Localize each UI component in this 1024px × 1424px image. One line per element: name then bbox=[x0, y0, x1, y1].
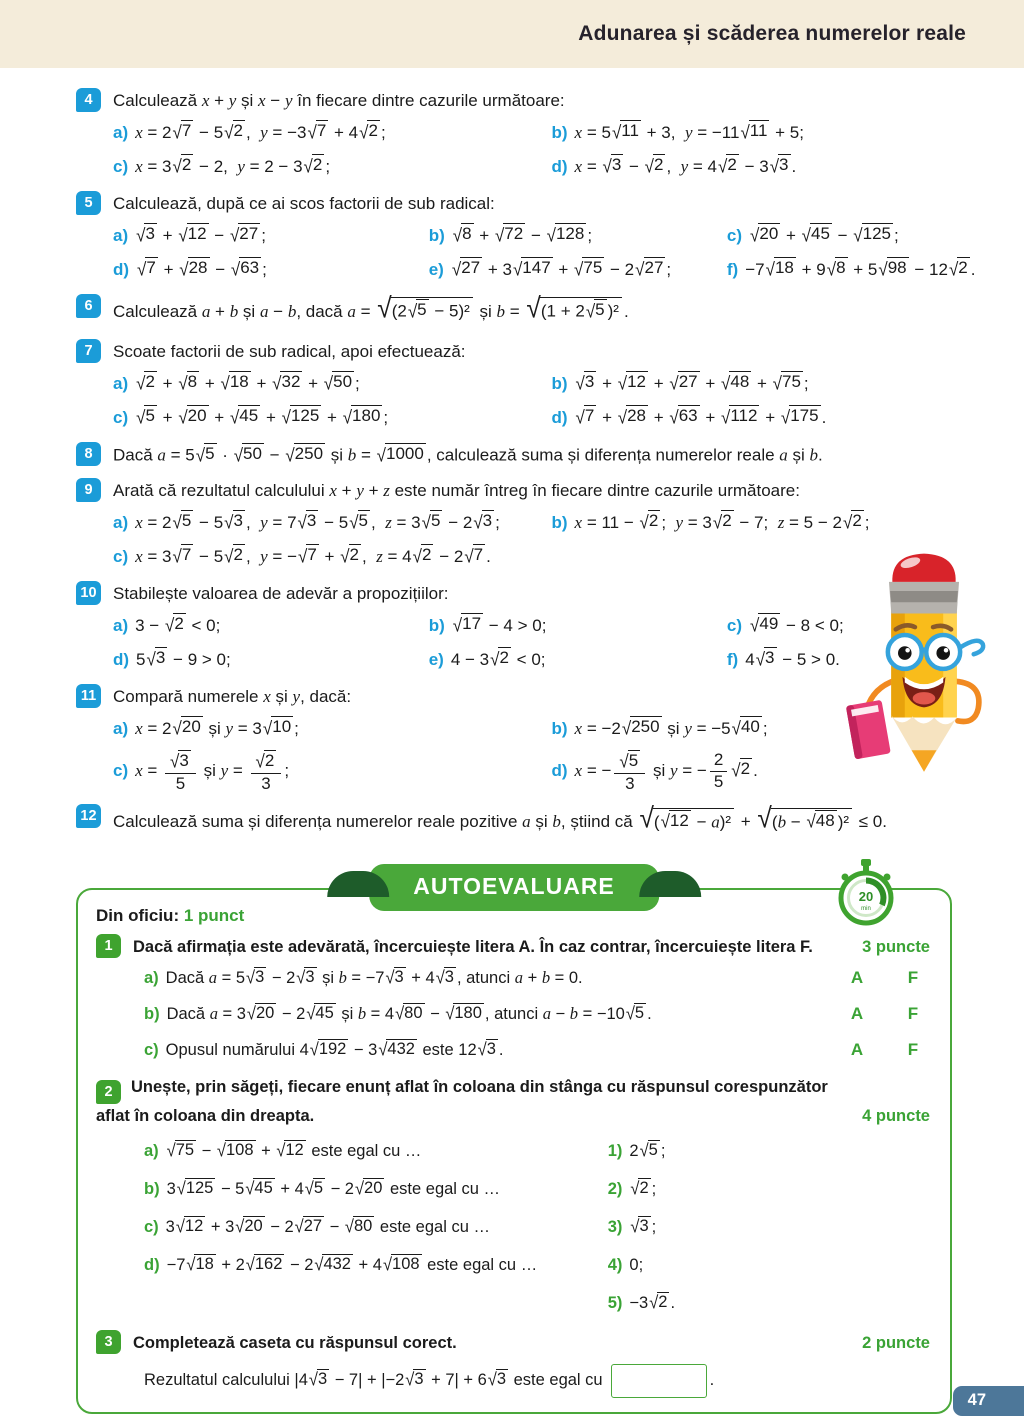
choice-F[interactable]: F bbox=[907, 968, 919, 988]
item-math: −3 √ 2 . bbox=[629, 1293, 676, 1314]
exercise-statement: Dacă a = 5 √ 5 · √ 50 − √ 250 și b = √ 1000 , calculează suma și diferența numerelor reale a și b. bbox=[113, 444, 823, 466]
page-number-badge bbox=[953, 1386, 1024, 1416]
exercise-item bbox=[727, 219, 990, 253]
exercise-number-badge: 4 bbox=[76, 88, 101, 112]
matching-right-column bbox=[608, 1132, 930, 1322]
matching-right-item[interactable] bbox=[608, 1132, 930, 1170]
item-math: x = 3 √ 2 − 2, y = 2 − 3 √ 2 ; bbox=[135, 155, 331, 177]
exercise-items bbox=[113, 506, 990, 574]
item-label: f) bbox=[726, 260, 739, 279]
exercise-item bbox=[113, 150, 552, 184]
exercises bbox=[0, 68, 1024, 842]
fill-in-line bbox=[96, 1363, 930, 1398]
item-label: b) bbox=[551, 374, 568, 393]
exercise-7 bbox=[76, 339, 990, 435]
timer-unit: min bbox=[861, 906, 871, 913]
item-label: d) bbox=[551, 760, 568, 780]
exercise-number-badge: 7 bbox=[76, 339, 101, 363]
exercise-item bbox=[429, 609, 727, 643]
item-math: √ 20 + √ 45 − √ 125 ; bbox=[750, 224, 899, 246]
item-math: √ 75 − √ 108 + √ 12 este egal cu … bbox=[166, 1141, 422, 1162]
matching-columns bbox=[96, 1132, 930, 1322]
exercise-body bbox=[113, 478, 990, 574]
exercise-statement: Calculează suma și diferența numerelor reale pozitive a și b, știind că √ ( √ 12 − a)² + √ (b − √ 48 )² ≤ 0. bbox=[113, 802, 887, 835]
item-math: −7 √ 18 + 2 √ 162 − 2 √ 432 + 4 √ 108 este egal cu … bbox=[166, 1255, 538, 1276]
item-math: √ 2 + √ 8 + √ 18 + √ 32 + √ 50 ; bbox=[136, 372, 360, 394]
item-label: b) bbox=[428, 615, 445, 635]
exercise-body bbox=[113, 442, 990, 471]
exercise-number-badge: 8 bbox=[76, 442, 101, 466]
item-label: c) bbox=[726, 615, 743, 635]
item-label: c) bbox=[113, 760, 129, 780]
exercise-item bbox=[429, 253, 727, 287]
item-label: a) bbox=[113, 226, 129, 245]
item-label: e) bbox=[428, 260, 444, 279]
question-points: 3 puncte bbox=[862, 938, 930, 957]
exercise-body bbox=[113, 291, 990, 332]
exercise-statement: Calculează a + b și a − b, dacă a = √ (2 √ 5 − 5)² și b = √ (1 + 2 √ 5 )² . bbox=[113, 291, 629, 325]
exercise-number-badge: 9 bbox=[76, 478, 101, 502]
page-header bbox=[0, 0, 1024, 68]
matching-left-item[interactable] bbox=[144, 1132, 608, 1170]
fill-in-suffix: . bbox=[709, 1371, 715, 1390]
item-math: √ 2 ; bbox=[630, 1179, 657, 1200]
item-label: a) bbox=[113, 374, 129, 393]
exercise-statement: Stabilește valoarea de adevăr a propozițiilor: bbox=[113, 583, 449, 603]
exercise-items bbox=[113, 367, 990, 435]
item-label: a) bbox=[144, 1142, 159, 1161]
item-label: e) bbox=[428, 649, 444, 669]
exercise-item bbox=[552, 506, 991, 540]
matching-left-item[interactable] bbox=[144, 1170, 608, 1208]
item-math: −7 √ 18 + 9 √ 8 + 5 √ 98 − 12 √ 2 . bbox=[745, 258, 976, 280]
item-math: 3 √ 12 + 3 √ 20 − 2 √ 27 − √ 80 este egal cu … bbox=[165, 1217, 490, 1238]
item-math: √ 7 + √ 28 + √ 63 + √ 112 + √ 175 . bbox=[575, 406, 827, 428]
item-label: c) bbox=[726, 226, 743, 245]
exercise-body bbox=[113, 88, 990, 184]
question-statement: Completează caseta cu răspunsul corect. bbox=[133, 1334, 457, 1353]
matching-right-item[interactable] bbox=[608, 1284, 930, 1322]
item-math: √ 8 + √ 72 − √ 128 ; bbox=[452, 224, 593, 246]
autoevaluare-banner bbox=[369, 864, 659, 911]
exercise-item bbox=[113, 609, 429, 643]
exercise-item bbox=[727, 609, 990, 643]
item-label: c) bbox=[113, 546, 129, 566]
exercise-item bbox=[113, 643, 429, 677]
exercise-item bbox=[113, 401, 552, 435]
choice-A[interactable]: A bbox=[850, 1040, 864, 1060]
item-label: f) bbox=[726, 649, 739, 669]
matching-left-item[interactable] bbox=[144, 1208, 608, 1246]
answer-input[interactable] bbox=[611, 1364, 707, 1398]
din-oficiu-points: 1 punct bbox=[183, 906, 245, 926]
item-label: d) bbox=[551, 157, 568, 176]
exercise-statement: Calculează, după ce ai scos factorii de sub radical: bbox=[113, 194, 495, 213]
item-label: 1) bbox=[607, 1142, 623, 1161]
true-false-row bbox=[96, 961, 930, 995]
question-1-header bbox=[96, 934, 930, 959]
exercise-number-badge: 6 bbox=[76, 294, 101, 318]
item-label: 4) bbox=[607, 1256, 623, 1275]
item-math: 2 √ 5 ; bbox=[629, 1141, 666, 1162]
item-label: 3) bbox=[607, 1218, 623, 1237]
matching-left-column bbox=[144, 1132, 608, 1322]
exercise-body bbox=[113, 339, 990, 435]
exercise-statement: Compară numerele x și y, dacă: bbox=[113, 686, 352, 706]
exercise-item bbox=[113, 540, 552, 574]
stopwatch-icon bbox=[836, 858, 896, 931]
exercise-number-badge: 10 bbox=[76, 581, 101, 605]
matching-right-item[interactable] bbox=[608, 1208, 930, 1246]
exercise-item bbox=[113, 746, 552, 798]
exercise-body bbox=[113, 684, 990, 798]
item-label: c) bbox=[144, 1218, 159, 1237]
banner-fold-right bbox=[639, 871, 701, 897]
exercise-10 bbox=[76, 581, 990, 677]
item-math: x = −2 √ 250 și y = −5 √ 40 ; bbox=[574, 717, 768, 739]
exercise-8 bbox=[76, 442, 990, 471]
item-label: a) bbox=[144, 969, 159, 988]
item-math: 0; bbox=[629, 1256, 644, 1275]
question-statement: Unește, prin săgeți, fiecare enunț aflat în coloana din stânga cu răspunsul corespunzător aflat în coloana din dreapta. bbox=[96, 1078, 828, 1126]
item-math: 5 √ 3 − 9 > 0; bbox=[136, 648, 231, 670]
item-label: 5) bbox=[607, 1294, 623, 1313]
exercise-6 bbox=[76, 291, 990, 332]
item-math: √ 49 − 8 < 0; bbox=[750, 614, 844, 636]
exercise-items bbox=[113, 609, 990, 677]
question-points: 4 puncte bbox=[862, 1107, 930, 1126]
item-math: √ 5 + √ 20 + √ 45 + √ 125 + √ 180 ; bbox=[136, 406, 389, 428]
exercise-11 bbox=[76, 684, 990, 798]
autoevaluare-section bbox=[76, 873, 952, 1414]
exercise-item bbox=[552, 367, 991, 401]
exercise-number-badge: 5 bbox=[76, 191, 101, 215]
item-math: √ 17 − 4 > 0; bbox=[452, 614, 547, 636]
fill-in-statement: Rezultatul calculului |4 √ 3 − 7| + |−2 √ 3 + 7| + 6 √ 3 este egal cu bbox=[144, 1370, 603, 1391]
item-math: √ 3 + √ 12 + √ 27 + √ 48 + √ 75 ; bbox=[575, 372, 809, 394]
item-math: Dacă a = 3 √ 20 − 2 √ 45 și b = 4 √ 80 − √ 180 , atunci a − b = −10 √ 5 . bbox=[166, 1004, 652, 1025]
item-math: x = − √ 5 3 și y = − $\frac{2}{5}$ √ 2 . bbox=[574, 750, 758, 793]
page-number: 47 bbox=[967, 1391, 986, 1409]
exercise-items bbox=[113, 116, 990, 184]
item-label: c) bbox=[113, 157, 129, 176]
exercise-item bbox=[552, 746, 991, 798]
item-label: a) bbox=[113, 123, 129, 142]
question-3-header bbox=[96, 1330, 930, 1355]
question-number-badge: 2 bbox=[96, 1080, 121, 1104]
exercise-body bbox=[113, 191, 990, 287]
choice-A[interactable]: A bbox=[850, 1004, 864, 1024]
exercise-statement: Arată că rezultatul calculului x + y + z este număr întreg în fiecare dintre cazurile următoare: bbox=[113, 480, 800, 500]
choice-A[interactable]: A bbox=[850, 968, 864, 988]
item-math: x = 3 √ 7 − 5 √ 2 , y = − √ 7 + √ 2 , z = 4 √ 2 − 2 √ 7 . bbox=[135, 545, 491, 567]
true-false-row bbox=[96, 1033, 930, 1067]
exercise-item bbox=[552, 712, 991, 746]
item-label: c) bbox=[113, 408, 129, 427]
item-math: √ 7 + √ 28 − √ 63 ; bbox=[137, 258, 267, 280]
exercise-item bbox=[113, 367, 552, 401]
item-math: √ 3 + √ 12 − √ 27 ; bbox=[136, 224, 266, 246]
item-label: a) bbox=[113, 512, 129, 532]
item-label: b) bbox=[144, 1180, 160, 1199]
page-title: Adunarea și scăderea numerelor reale bbox=[578, 22, 966, 45]
timer-minutes: 20 bbox=[858, 889, 874, 905]
exercise-item bbox=[113, 253, 429, 287]
matching-left-item[interactable] bbox=[144, 1246, 608, 1284]
item-math: x = √ 3 5 și y = √ 2 3 ; bbox=[135, 750, 290, 793]
item-label: a) bbox=[113, 718, 129, 738]
item-label: b) bbox=[551, 123, 568, 142]
true-false-row bbox=[96, 997, 930, 1031]
item-math: √ 3 ; bbox=[630, 1217, 657, 1238]
item-label: d) bbox=[113, 649, 130, 669]
exercise-body bbox=[113, 804, 990, 842]
exercise-item bbox=[552, 150, 991, 184]
item-math: 4 √ 3 − 5 > 0. bbox=[745, 648, 840, 670]
item-label: b) bbox=[551, 512, 568, 532]
item-label: c) bbox=[144, 1041, 159, 1060]
exercise-item bbox=[113, 219, 429, 253]
item-math: x = 2 √ 7 − 5 √ 2 , y = −3 √ 7 + 4 √ 2 ; bbox=[135, 121, 386, 143]
autoevaluare-questions bbox=[96, 934, 930, 1398]
question-number-badge: 3 bbox=[96, 1330, 121, 1354]
din-oficiu-label: Din oficiu: bbox=[96, 906, 180, 926]
item-label: d) bbox=[144, 1256, 160, 1275]
exercise-item bbox=[552, 401, 991, 435]
item-math: 4 − 3 √ 2 < 0; bbox=[450, 648, 546, 670]
item-math: x = 2 √ 20 și y = 3 √ 10 ; bbox=[135, 717, 299, 739]
item-label: a) bbox=[113, 615, 129, 635]
exercise-item bbox=[552, 116, 991, 150]
exercise-body bbox=[113, 581, 990, 677]
item-label: b) bbox=[428, 226, 445, 245]
item-label: d) bbox=[551, 408, 568, 427]
exercise-4 bbox=[76, 88, 990, 184]
banner-fold-left bbox=[327, 871, 389, 897]
exercise-item bbox=[727, 643, 990, 677]
item-label: 2) bbox=[607, 1180, 623, 1199]
item-math: √ 27 + 3 √ 147 + √ 75 − 2 √ 27 ; bbox=[451, 258, 672, 280]
exercise-item bbox=[429, 643, 727, 677]
exercise-statement: Scoate factorii de sub radical, apoi efectuează: bbox=[113, 342, 466, 361]
exercise-9 bbox=[76, 478, 990, 574]
exercise-item bbox=[113, 116, 552, 150]
exercise-item bbox=[113, 712, 552, 746]
exercise-items bbox=[113, 712, 990, 798]
item-math: x = 11 − √ 2 ; y = 3 √ 2 − 7; z = 5 − 2 √ 2 ; bbox=[574, 511, 870, 533]
autoevaluare-banner-label: AUTOEVALUARE bbox=[413, 873, 615, 900]
item-math: Dacă a = 5 √ 3 − 2 √ 3 și b = −7 √ 3 + 4 √ 3 , atunci a + b = 0. bbox=[165, 968, 583, 989]
exercise-item bbox=[429, 219, 727, 253]
item-math: 3 √ 125 − 5 √ 45 + 4 √ 5 − 2 √ 20 este egal cu … bbox=[166, 1179, 501, 1200]
question-statement: Dacă afirmația este adevărată, încercuiește litera A. În caz contrar, încercuiește litera F. bbox=[133, 938, 813, 957]
question-2-header bbox=[96, 1075, 930, 1128]
item-math: x = √ 3 − √ 2 , y = 4 √ 2 − 3 √ 3 . bbox=[574, 155, 797, 177]
question-points: 2 puncte bbox=[862, 1334, 930, 1353]
exercise-item bbox=[113, 506, 552, 540]
choice-F[interactable]: F bbox=[907, 1040, 919, 1060]
exercise-items bbox=[113, 219, 990, 287]
item-label: d) bbox=[113, 260, 130, 279]
item-math: x = 2 √ 5 − 5 √ 3 , y = 7 √ 3 − 5 √ 5 , z = 3 √ 5 − 2 √ 3 ; bbox=[135, 511, 500, 533]
item-label: b) bbox=[551, 718, 568, 738]
item-label: b) bbox=[144, 1005, 160, 1024]
item-math: x = 5 √ 11 + 3, y = −11 √ 11 + 5; bbox=[574, 121, 804, 143]
exercise-12 bbox=[76, 804, 990, 842]
exercise-5 bbox=[76, 191, 990, 287]
exercise-statement: Calculează x + y și x − y în fiecare dintre cazurile următoare: bbox=[113, 91, 565, 110]
exercise-number-badge: 12 bbox=[76, 804, 101, 828]
exercise-number-badge: 11 bbox=[76, 684, 101, 708]
matching-right-item[interactable] bbox=[608, 1246, 930, 1284]
question-number-badge: 1 bbox=[96, 934, 121, 958]
item-math: 3 − √ 2 < 0; bbox=[135, 614, 221, 636]
choice-F[interactable]: F bbox=[907, 1004, 919, 1024]
item-math: Opusul numărului 4 √ 192 − 3 √ 432 este 12 √ 3 . bbox=[165, 1040, 504, 1061]
matching-right-item[interactable] bbox=[608, 1170, 930, 1208]
exercise-item bbox=[727, 253, 990, 287]
